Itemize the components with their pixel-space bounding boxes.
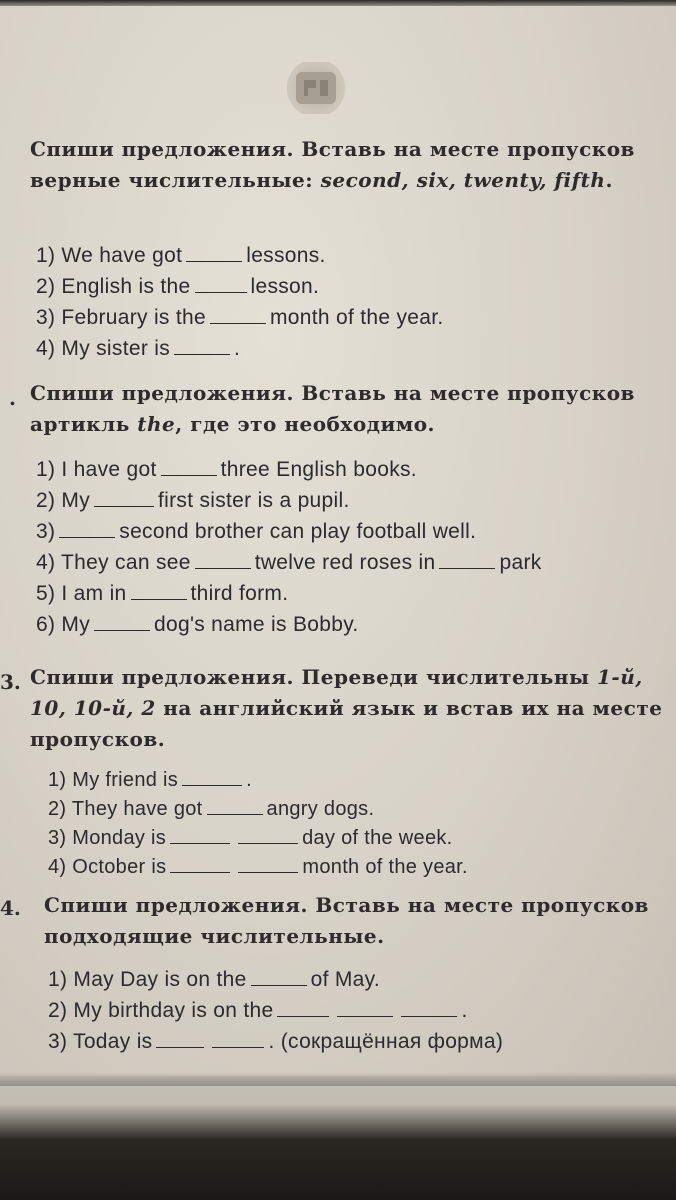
list-item: 1) I have got three English books. (36, 458, 417, 481)
list-item: 6) My dog's name is Bobby. (36, 613, 359, 636)
task-1-heading: Спиши предложения. Вставь на месте пропусков верные числительные: second, six, twenty, fifth. (30, 137, 635, 192)
textbook-page (0, 6, 676, 1076)
task-2-list (36, 454, 676, 640)
list-item: 3) Today is . (сокращённая форма) (48, 1030, 504, 1053)
task-4-heading: Спиши предложения. Вставь на месте пропусков подходящие числительные. (44, 893, 649, 948)
list-item: 4) October is month of the year. (48, 856, 468, 878)
task-2-heading: Спиши предложения. Вставь на месте пропусков артикль the, где это необходимо. (30, 381, 635, 436)
list-item: 3) Monday is day of the week. (48, 827, 453, 849)
list-item: 4) My sister is . (36, 337, 241, 360)
task-2-number: . (9, 386, 16, 410)
task-3-number: 3. (0, 670, 21, 694)
list-item: 3) February is the month of the year. (36, 306, 444, 329)
page-edge-shadow (0, 1072, 676, 1086)
task-1-list (36, 240, 676, 364)
list-item: 5) I am in third form. (36, 582, 289, 605)
list-item: 1) We have got lessons. (36, 244, 326, 267)
list-item: 4) They can see twelve red roses in park (36, 551, 542, 574)
task-4-number: 4. (0, 896, 21, 920)
list-item: 1) May Day is on the of May. (48, 968, 380, 991)
task-4-list (48, 964, 676, 1057)
list-item: 1) My friend is . (48, 769, 252, 791)
exercise-badge-icon (284, 62, 348, 114)
list-item: 2) They have got angry dogs. (48, 798, 375, 820)
task-3-heading: Спиши предложения. Переведи числительны 1-й, 10, 10-й, 2 на английский язык и встав их на месте пропусков. (30, 665, 663, 751)
list-item: 2) My birthday is on the . (48, 999, 468, 1022)
list-item: 2) English is the lesson. (36, 275, 320, 298)
list-item: 3) second brother can play football well. (36, 520, 477, 543)
task-3-list (48, 766, 676, 882)
list-item: 2) My first sister is a pupil. (36, 489, 350, 512)
